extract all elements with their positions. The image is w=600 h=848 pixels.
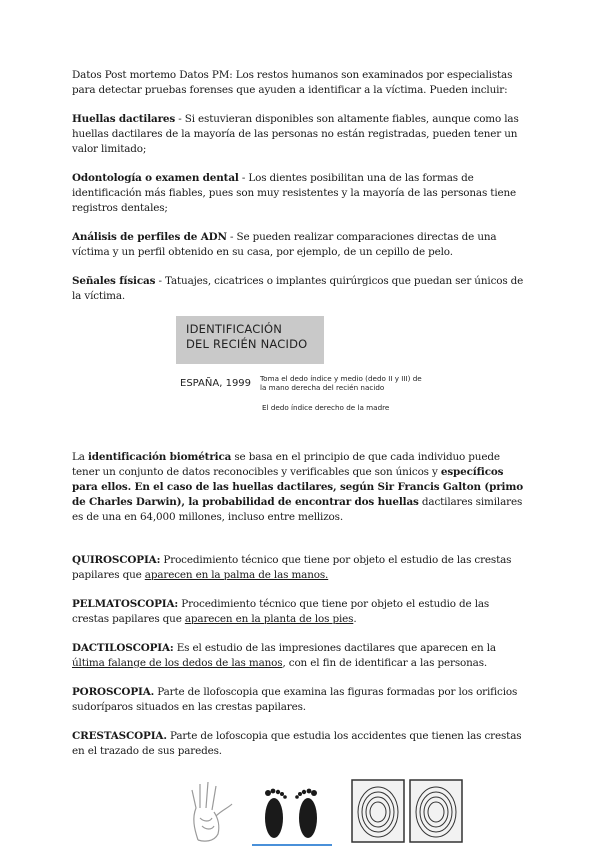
definition-text: Procedimiento técnico que tiene por objeto el estudio de las crestas papilares que bbox=[72, 598, 490, 625]
figure-title-line1: IDENTIFICACIÓN bbox=[186, 322, 283, 336]
item-dna bbox=[72, 230, 528, 260]
item-desc: - Si estuvieran disponibles son altamente fiables, aunque como las huellas dactilares de la mayoría de las personas no están registradas, pueden tener un valor limitado; bbox=[72, 113, 519, 155]
newborn-identification-figure bbox=[176, 316, 426, 424]
biometric-paragraph bbox=[72, 450, 528, 525]
fingerprints-image bbox=[350, 778, 464, 844]
definition-underline: aparecen en la planta de los pies bbox=[184, 613, 354, 625]
handprint-image bbox=[184, 778, 238, 844]
definition-quiroscopia bbox=[72, 553, 528, 583]
item-physical-signs bbox=[72, 274, 528, 304]
definitions-list bbox=[72, 553, 528, 759]
definition-underline: aparecen en la palma de las manos. bbox=[144, 569, 329, 581]
definition-term: QUIROSCOPIA: bbox=[72, 554, 161, 566]
item-dental bbox=[72, 171, 528, 216]
item-desc: - Los dientes posibilitan una de las formas de identificación más fiables, pues son muy resistentes y la mayoría de las personas tiene registros dentales; bbox=[72, 172, 517, 214]
figure-note-mother: El dedo índice derecho de la madre bbox=[262, 403, 390, 412]
definition-after: . bbox=[353, 613, 357, 625]
figure-title-line2: DEL RECIÉN NACIDO bbox=[186, 337, 308, 351]
document-page bbox=[72, 68, 528, 759]
definition-text: Procedimiento técnico que tiene por objeto el estudio de las crestas papilares que bbox=[72, 554, 512, 581]
text-run: se basa en el principio de que cada individuo puede tener un conjunto de datos reconocibles y verificables que son únicos y bbox=[72, 451, 500, 478]
item-desc: - Se pueden realizar comparaciones directas de una víctima y un perfil obtenido en su casa, por ejemplo, de un cepillo de pelo. bbox=[72, 231, 497, 258]
item-term: Análisis de perfiles de ADN bbox=[72, 231, 227, 243]
item-term: Huellas dactilares bbox=[72, 113, 176, 125]
item-desc: - Tatuajes, cicatrices o implantes quirúrgicos que puedan ser únicos de la víctima. bbox=[72, 275, 524, 302]
text-run: dactilares similares es de una en 64,000 millones, incluso entre mellizos. bbox=[72, 496, 523, 523]
figure-title bbox=[186, 322, 307, 352]
definition-poroscopia bbox=[72, 685, 528, 715]
footprints-image bbox=[252, 778, 332, 846]
definition-after: , con el fin de identificar a las personas. bbox=[282, 657, 488, 669]
item-term: Odontología o examen dental bbox=[72, 172, 239, 184]
figure-title-box bbox=[176, 316, 324, 364]
definition-crestascopia bbox=[72, 729, 528, 759]
definition-term: CRESTASCOPIA. bbox=[72, 730, 167, 742]
print-images-row bbox=[184, 778, 464, 848]
intro-paragraph: Datos Post mortemo Datos PM: Los restos humanos son examinados por especialistas para detectar pruebas forenses que ayuden a identificar a la víctima. Pueden incluir: bbox=[72, 69, 513, 96]
item-term: Señales físicas bbox=[72, 275, 156, 287]
definition-text: Parte de llofoscopia que examina las figuras formadas por los orificios sudoríparos situados en las crestas papilares. bbox=[72, 686, 518, 713]
definition-term: PELMATOSCOPIA: bbox=[72, 598, 179, 610]
definition-text: Parte de lofoscopia que estudia los accidentes que tienen las crestas en el trazado de sus paredes. bbox=[72, 730, 522, 757]
definition-term: POROSCOPIA. bbox=[72, 686, 155, 698]
definition-term: DACTILOSCOPIA: bbox=[72, 642, 174, 654]
biometric-emphasis: específicos para ellos. En el caso de las huellas dactilares, según Sir Francis Galton (primo de Charles Darwin), la probabilidad de encontrar dos huellas bbox=[72, 466, 523, 508]
figure-country: ESPAÑA, 1999 bbox=[180, 378, 252, 389]
figure-note-newborn: Toma el dedo índice y medio (dedo II y III) de la mano derecha del recién nacido bbox=[260, 374, 422, 392]
biometric-term: identificación biométrica bbox=[87, 451, 232, 463]
item-fingerprints bbox=[72, 112, 528, 157]
definition-pelmatoscopia bbox=[72, 597, 528, 627]
definition-text: Es el estudio de las impresiones dactilares que aparecen en la bbox=[173, 642, 496, 654]
definition-underline: última falange de los dedos de las manos bbox=[72, 657, 283, 669]
definition-dactiloscopia bbox=[72, 641, 528, 671]
text-run: La bbox=[72, 451, 88, 463]
